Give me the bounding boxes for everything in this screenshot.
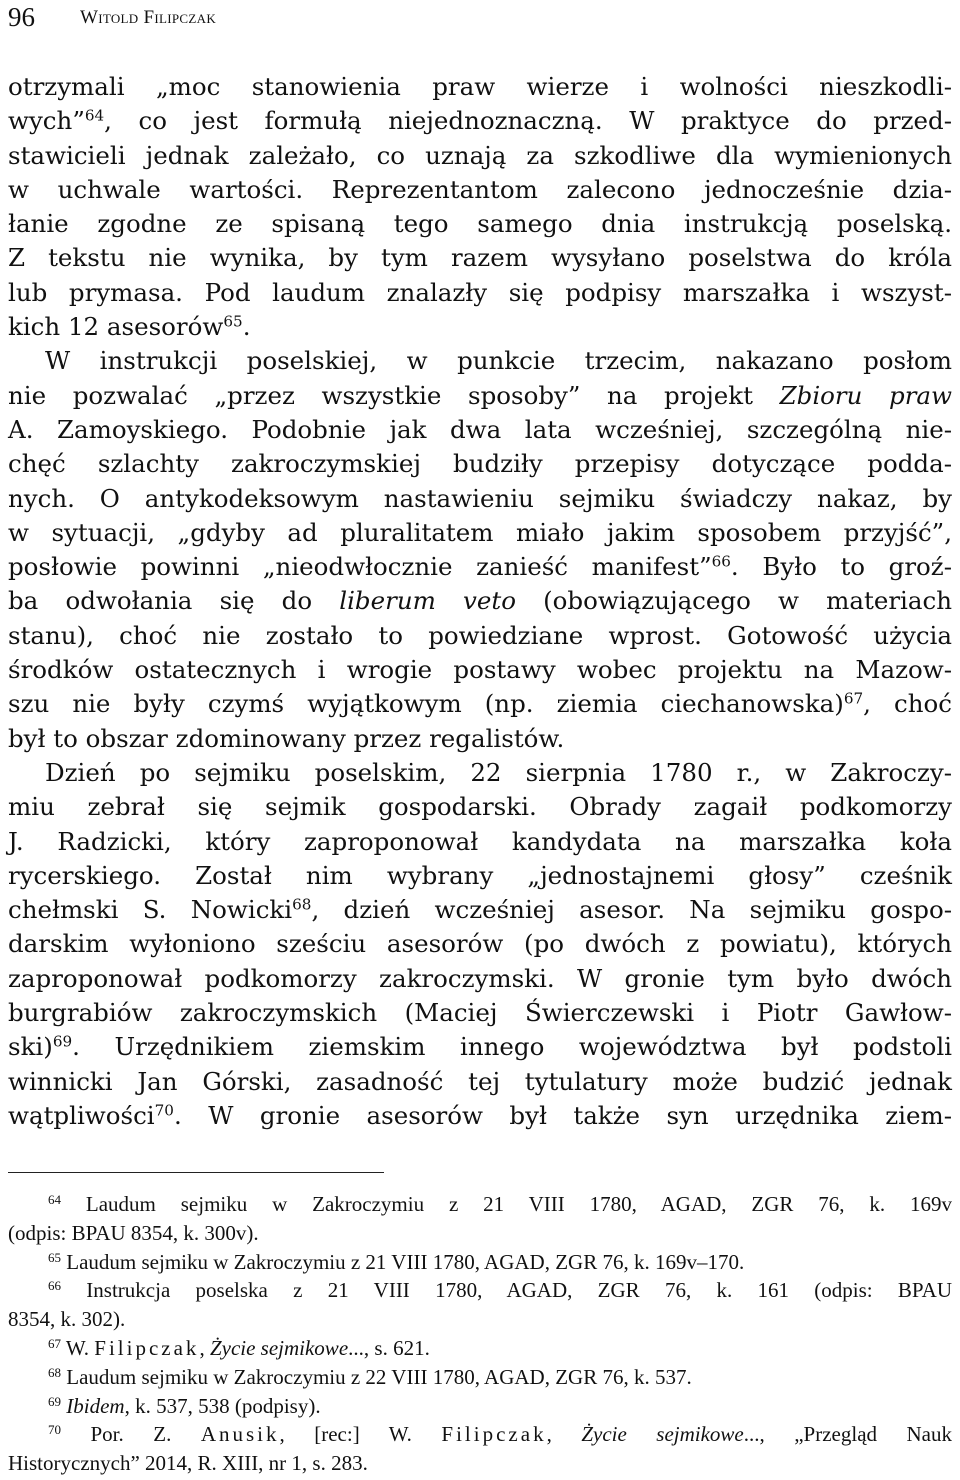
italic-title: Zbioru praw: [779, 380, 952, 410]
text-line: wych”$^{64}$, co jest formułą niejednoznaczną. W praktyce do przed-: [8, 106, 952, 136]
text-line: burgrabiów zakroczymskich (Maciej Świerczewski i Piotr Gawłow-: [8, 998, 952, 1028]
paragraph-1: [8, 70, 952, 344]
italic-title: Życie sejmikowe: [581, 1422, 744, 1447]
italic-term: liberum veto: [339, 586, 516, 616]
page-number: 96: [8, 2, 35, 32]
footnote-69: [8, 1392, 952, 1421]
footnote-line: $^{68}$ Laudum sejmiku w Zakroczymiu z 22 VIII 1780, AGAD, ZGR 76, k. 537.: [48, 1364, 692, 1389]
text-line: ba odwołania się do liberum veto (obowiązującego w materiach: [8, 586, 952, 616]
text-line: ski)$^{69}$. Urzędnikiem ziemskim innego województwa był podstoli: [8, 1032, 952, 1062]
paragraph-2: [8, 344, 952, 756]
text-line: otrzymali „moc stanowienia praw wierze i wolności nieszkodli-: [8, 72, 952, 101]
running-head: Witold Filipczak: [80, 7, 217, 28]
footnote-number: 68: [48, 1364, 62, 1380]
text-line: Z tekstu nie wynika, by tym razem wysyłano poselstwa do króla: [8, 243, 952, 273]
footnote-66: [8, 1276, 952, 1334]
footnote-65: [8, 1248, 952, 1277]
text-line: stanu), choć nie zostało to powiedziane wprost. Gotowość użycia: [8, 620, 952, 650]
footnote-64: [8, 1190, 952, 1248]
text-line: W instrukcji poselskiej, w punkcie trzecim, nakazano posłom: [45, 346, 952, 376]
text-line: chęć szlachty zakroczymskiej budziły przepisy dotyczące podda-: [8, 449, 952, 479]
footnote-line: $^{64}$ Laudum sejmiku w Zakroczymiu z 21 VIII 1780, AGAD, ZGR 76, k. 169v: [48, 1191, 952, 1216]
text-line: posłowie powinni „nieodwłocznie zanieść manifest”$^{66}$. Było to groź-: [8, 552, 952, 582]
author-name: Filipczak: [94, 1335, 200, 1360]
text-line: wątpliwości$^{70}$. W gronie asesorów był także syn urzędnika ziem-: [8, 1100, 952, 1130]
text-line: A. Zamoyskiego. Podobnie jak dwa lata wcześniej, szczególną nie-: [8, 414, 952, 444]
footnote-line: $^{65}$ Laudum sejmiku w Zakroczymiu z 21 VIII 1780, AGAD, ZGR 76, k. 169v–170.: [48, 1249, 745, 1274]
footnote-line: 8354, k. 302).: [8, 1307, 126, 1332]
author-name: Anusik: [200, 1422, 280, 1447]
footnote-ref-67[interactable]: 67: [843, 690, 864, 708]
footnote-line: $^{69}$ Ibidem, k. 537, 538 (podpisy).: [48, 1393, 321, 1418]
footnote-ref-65[interactable]: 65: [223, 312, 243, 331]
footnote-ref-68[interactable]: 68: [292, 895, 312, 914]
footnote-line: (odpis: BPAU 8354, k. 300v).: [8, 1220, 259, 1245]
footnote-line: $^{66}$ Instrukcja poselska z 21 VIII 1780, AGAD, ZGR 76, k. 161 (odpis: BPAU: [48, 1278, 952, 1303]
footnote-number: 70: [48, 1422, 62, 1438]
text-line: kich 12 asesorów$^{65}$.: [8, 312, 251, 342]
text-line: darskim wyłoniono sześciu asesorów (po dwóch z powiatu), których: [8, 929, 952, 959]
italic-title: Życie sejmikowe: [209, 1335, 349, 1360]
text-line: był to obszar zdominowany przez regalistów.: [8, 723, 565, 753]
text-line: łanie zgodne ze spisaną tego samego dnia instrukcją poselską.: [8, 209, 952, 239]
text-line: rycerskiego. Został nim wybrany „jednostajnemi głosy” cześnik: [8, 860, 952, 890]
text-line: lub prymasa. Pod laudum znalazły się podpisy marszałka i wszyst-: [8, 277, 952, 307]
text-line: miu zebrał się sejmik gospodarski. Obrady zagaił podkomorzy: [8, 792, 952, 822]
footnote-ref-70[interactable]: 70: [154, 1101, 174, 1120]
italic-term: Ibidem: [66, 1393, 125, 1418]
text-line: w uchwale wartości. Reprezentantom zalecono jednocześnie dzia-: [8, 174, 952, 204]
footnote-67: [8, 1334, 952, 1363]
text-line: winnicki Jan Górski, zasadność tej tytulatury może budzić jednak: [8, 1066, 952, 1096]
footnote-ref-69[interactable]: 69: [52, 1032, 73, 1051]
footnote-number: 64: [48, 1191, 62, 1207]
footnote-line: Historycznych” 2014, R. XIII, nr 1, s. 283.: [8, 1451, 368, 1476]
text-line: J. Radzicki, który zaproponował kandydata na marszałka koła: [8, 826, 952, 856]
text-line: szu nie były czymś wyjątkowym (np. ziemia ciechanowska)$^{67}$, choć: [8, 689, 952, 719]
footnotes: [8, 1190, 952, 1478]
paragraph-3: [8, 756, 952, 1133]
footnote-ref-66[interactable]: 66: [711, 552, 731, 571]
author-name: Filipczak: [441, 1422, 547, 1447]
main-text: [8, 70, 952, 1133]
text-line: stawicieli jednak zależało, co uznają za szkodliwe dla wymienionych: [8, 140, 952, 170]
footnote-ref-64[interactable]: 64: [84, 106, 105, 125]
text-line: Dzień po sejmiku poselskim, 22 sierpnia 1780 r., w Zakroczy-: [45, 757, 952, 787]
text-line: zaproponował podkomorzy zakroczymski. W gronie tym było dwóch: [8, 963, 952, 993]
footnote-number: 66: [48, 1278, 62, 1294]
page-header: [8, 0, 952, 40]
text-line: w sytuacji, „gdyby ad pluralitatem miało jakim sposobem przyjść”,: [8, 517, 952, 547]
footnote-70: [8, 1420, 952, 1478]
text-line: nie pozwalać „przez wszystkie sposoby” na projekt Zbioru praw: [8, 380, 952, 410]
text-line: nych. O antykodeksowym nastawieniu sejmiku świadczy nakaz, by: [8, 483, 952, 513]
footnote-separator: [8, 1172, 384, 1173]
footnote-number: 65: [48, 1249, 62, 1265]
text-line: środków ostatecznych i wrogie postawy wobec projektu na Mazow-: [8, 655, 952, 685]
footnote-number: 69: [48, 1393, 62, 1409]
footnote-line: $^{67}$ W. Filipczak, Życie sejmikowe..., s. 621.: [48, 1335, 430, 1360]
footnote-68: [8, 1363, 952, 1392]
text-line: chełmski S. Nowicki$^{68}$, dzień wcześniej asesor. Na sejmiku gospo-: [8, 895, 952, 925]
footnote-number: 67: [48, 1335, 62, 1351]
footnote-line: $^{70}$ Por. Z. Anusik, [rec:] W. Filipczak, Życie sejmikowe..., „Przegląd Nauk: [48, 1422, 952, 1447]
